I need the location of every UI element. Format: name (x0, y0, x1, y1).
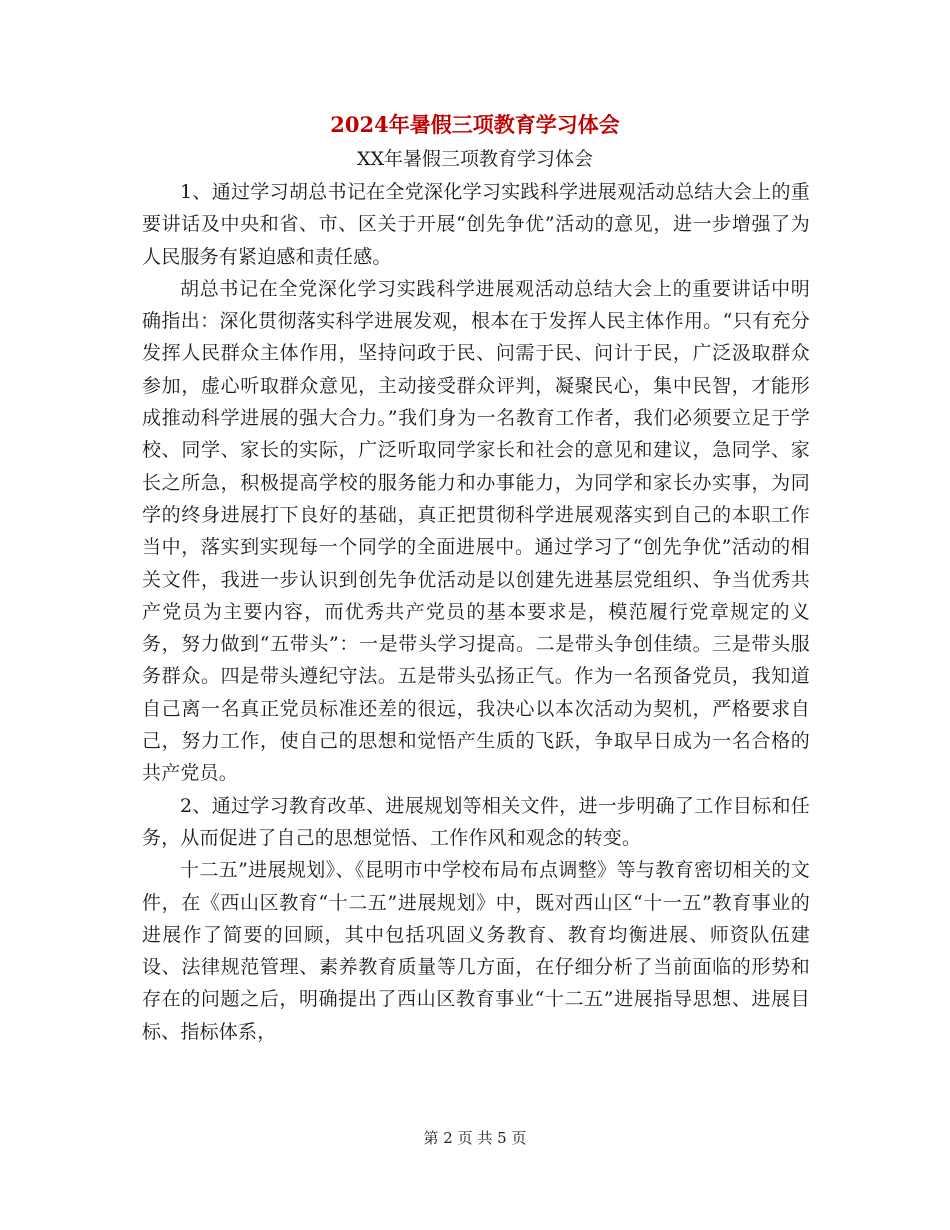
document-body (142, 176, 810, 1048)
document-subtitle: XX年暑假三项教育学习体会 (356, 148, 594, 170)
paragraph-2: 胡总书记在全党深化学习实践科学进展观活动总结大会上的重要讲话中明确指出：深化贯彻落实科学进展发观，根本在于发挥人民主体作用。“只有充分发挥人民群众主体作用，坚持问政于民、问需于民、问计于民，广泛汲取群众参加，虚心听取群众意见，主动接受群众评判，凝聚民心，集中民智，才能形成推动科学进展的强大合力。”我们身为一名教育工作者，我们必须要立足于学校、同学、家长的实际，广泛听取同学家长和社会的意见和建议，急同学、家长之所急，积极提高学校的服务能力和办事能力，为同学和家长办实事，为同学的终身进展打下良好的基础，真正把贯彻科学进展观落实到自己的本职工作当中，落实到实现每一个同学的全面进展中。通过学习了“创先争优”活动的相关文件，我进一步认识到创先争优活动是以创建先进基层党组织、争当优秀共产党员为主要内容，而优秀共产党员的基本要求是，模范履行党章规定的义务，努力做到“五带头”：一是带头学习提高。二是带头争创佳绩。三是带头服务群众。四是带头遵纪守法。五是带头弘扬正气。作为一名预备党员，我知道自己离一名真正党员标准还差的很远，我决心以本次活动为契机，严格要求自己，努力工作，使自己的思想和觉悟产生质的飞跃，争取早日成为一名合格的共产党员。 (142, 277, 810, 785)
document-title: 2024年暑假三项教育学习体会 (330, 112, 620, 137)
page-number-footer: 第 2 页 共 5 页 (423, 1129, 527, 1147)
paragraph-4: 十二五”进展规划》、《昆明市中学校布局布点调整》等与教育密切相关的文件，在《西山区教育“十二五”进展规划》中，既对西山区“十一五”教育事业的进展作了简要的回顾，其中包括巩固义务教育、教育均衡进展、师资队伍建设、法律规范管理、素养教育质量等几方面，在仔细分析了当前面临的形势和存在的问题之后，明确提出了西山区教育事业“十二五”进展指导思想、进展目标、指标体系， (142, 859, 810, 1043)
paragraph-1: 1、通过学习胡总书记在全党深化学习实践科学进展观活动总结大会上的重要讲话及中央和省、市、区关于开展“创先争优”活动的意见，进一步增强了为人民服务有紧迫感和责任感。 (142, 181, 810, 268)
paragraph-3: 2、通过学习教育改革、进展规划等相关文件，进一步明确了工作目标和任务，从而促进了自己的思想觉悟、工作作风和观念的转变。 (142, 794, 810, 849)
